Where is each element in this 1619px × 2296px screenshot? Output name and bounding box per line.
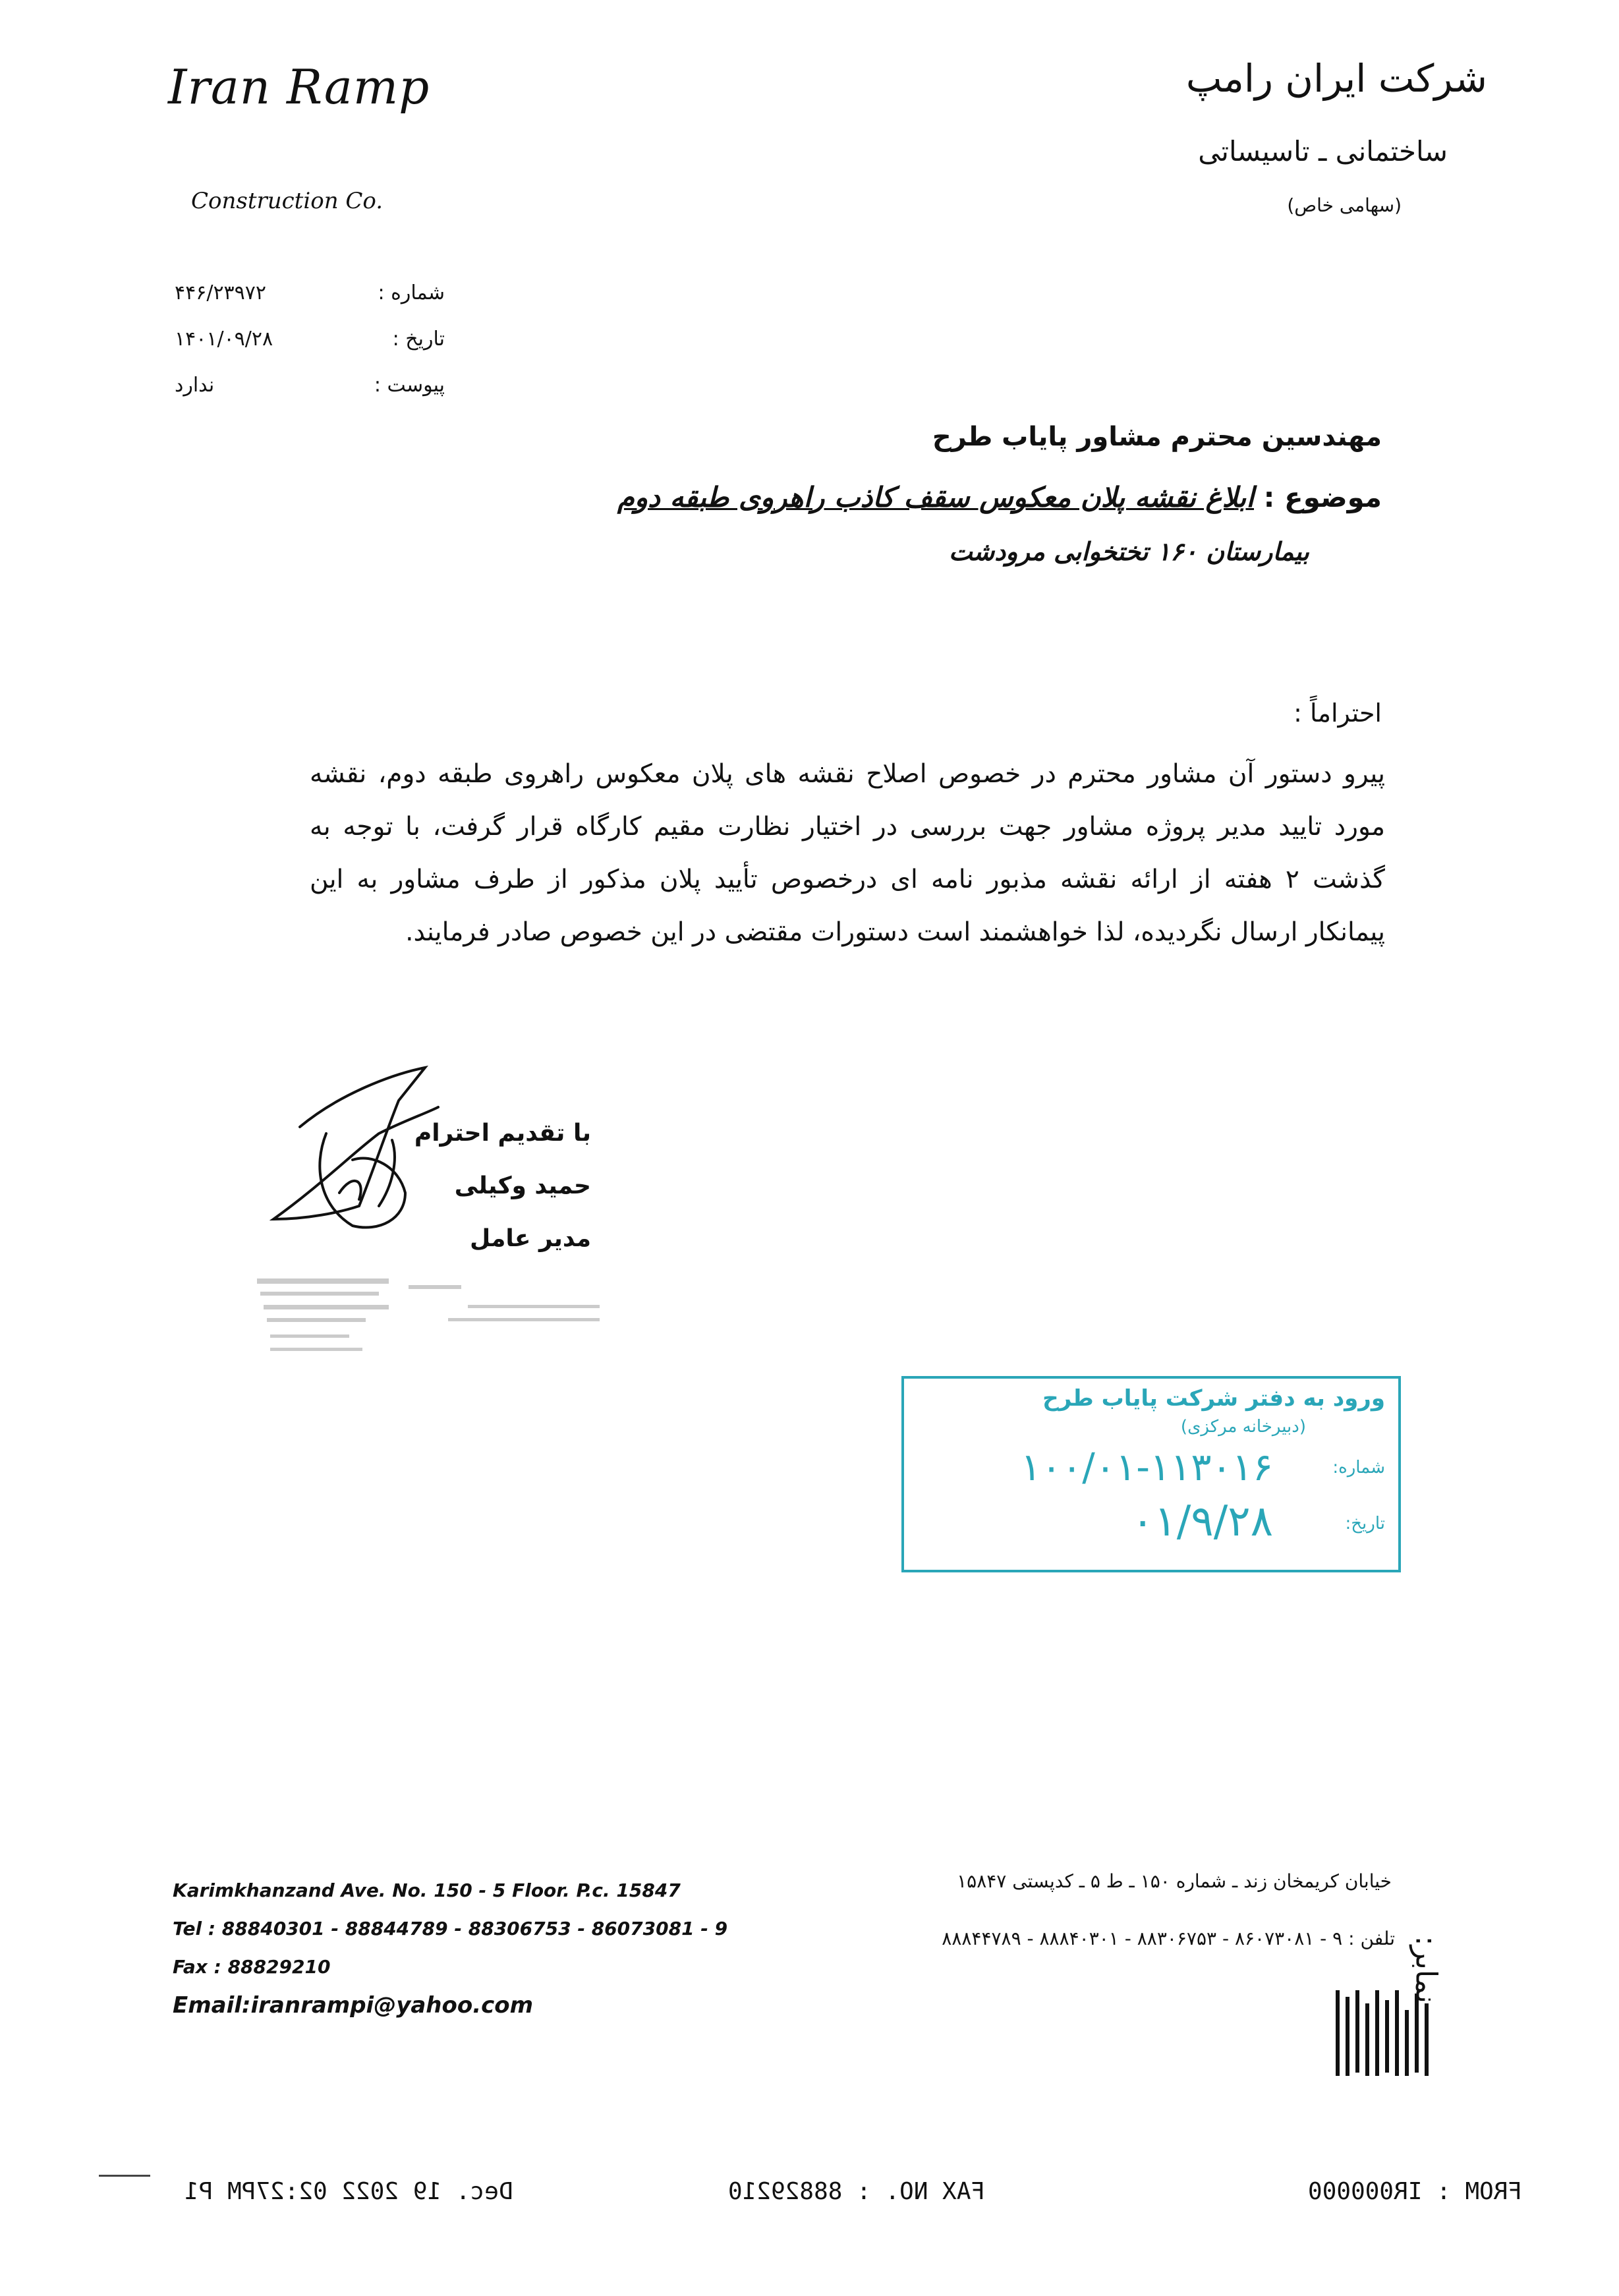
subject-text: ابلاغ نقشه پلان معکوس سقف کاذب راهروی طبقه دوم xyxy=(617,481,1254,513)
stamp-date-value: ۰۱/۹/۲۸ xyxy=(1131,1497,1273,1546)
subject-label: موضوع : xyxy=(1263,481,1382,513)
fax-from: FROM : IR000000 xyxy=(1308,2178,1523,2205)
received-stamp xyxy=(901,1376,1401,1572)
signature-title: مدیر عامل xyxy=(469,1225,591,1252)
meta-attachment-value: ندارد xyxy=(175,374,215,397)
company-logo-en-sub: Construction Co. xyxy=(191,188,383,214)
stamp-number-value: ۱۰۰/۰۱-۱۱۳۰۱۶ xyxy=(1020,1445,1273,1489)
subject-line xyxy=(617,481,1382,513)
company-name-fa: شرکت ایران رامپ xyxy=(1185,56,1487,101)
fax-number: FAX NO. : 88829210 xyxy=(728,2178,986,2205)
meta-attachment-row xyxy=(168,362,445,409)
meta-date-row xyxy=(168,316,445,362)
footer-address-fa: خیابان کریمخان زند ـ شماره ۱۵۰ ـ ط ۵ ـ کدپستی ۱۵۸۴۷ xyxy=(957,1870,1392,1892)
fax-date: Dec. 19 2022 02:27PM P1 xyxy=(185,2178,513,2205)
greeting: احتراماً : xyxy=(1293,699,1382,728)
footer-tel-fa: تلفن : ۹ - ۸۶۰۷۳۰۸۱ - ۸۸۳۰۶۷۵۳ - ۸۸۸۴۰۳۰۱ - ۸۸۸۴۴۷۸۹ xyxy=(942,1928,1395,1949)
stamp-date-label: تاریخ: xyxy=(1345,1514,1385,1534)
footer-email-en: Email:iranrampi@yahoo.com xyxy=(173,1992,534,2019)
company-legal-type-fa: (سهامی خاص) xyxy=(1287,194,1402,216)
letter-meta xyxy=(168,270,445,409)
faint-company-stamp xyxy=(250,1272,619,1404)
company-logo-en: Iran Ramp xyxy=(168,59,430,115)
meta-number-value: ۴۴۶/۲۳۹۷۲ xyxy=(175,281,267,304)
footer-fax-label-fa: نمابر: xyxy=(1409,1936,1442,2003)
fax-dash xyxy=(99,2175,150,2177)
letter-body: پیرو دستور آن مشاور محترم در خصوص اصلاح نقشه های پلان معکوس راهروی طبقه دوم، نقشه مورد تایید مدیر پروژه مشاور جهت بررسی در اختیار نظارت مقیم کارگاه قرار گرفت، با توجه به گذشت ۲ هفته از ارائه نقشه مذبور نامه ای درخصوص تأیید پلان مذکور از طرف مشاور به این پیمانکار ارسال نگردیده، لذا خواهشمند است دستورات مقتضی در این خصوص صادر فرمایند. xyxy=(310,759,1385,947)
meta-attachment-label: پیوست : xyxy=(374,374,445,397)
signature-closing: با تقدیم احترام xyxy=(414,1120,591,1147)
addressee: مهندسین محترم مشاور پایاب طرح xyxy=(932,422,1382,452)
footer-tel-en: Tel : 88840301 - 88844789 - 88306753 - 86073081 - 9 xyxy=(173,1918,728,1939)
stamp-title: ورود به دفتر شرکت پایاب طرح xyxy=(1042,1385,1385,1412)
signature-block xyxy=(314,1107,591,1265)
footer-fax-en: Fax : 88829210 xyxy=(173,1956,331,1978)
stamp-subtitle: (دبیرخانه مرکزی) xyxy=(1180,1417,1306,1437)
project-name: بیمارستان ۱۶۰ تختخوابی مرودشت xyxy=(949,537,1309,566)
signature-name: حمید وکیلی xyxy=(454,1172,591,1199)
footer-address-en: Karimkhanzand Ave. No. 150 - 5 Floor. P.c. 15847 xyxy=(173,1880,681,1901)
meta-date-value: ۱۴۰۱/۰۹/۲۸ xyxy=(175,328,273,351)
footer-contact-en xyxy=(173,1872,727,2024)
meta-number-label: شماره : xyxy=(378,281,445,304)
meta-date-label: تاریخ : xyxy=(392,328,445,351)
meta-number-row xyxy=(168,270,445,316)
company-type-fa: ساختمانی ـ تاسیساتی xyxy=(1198,135,1448,167)
stamp-number-label: شماره: xyxy=(1332,1458,1385,1478)
